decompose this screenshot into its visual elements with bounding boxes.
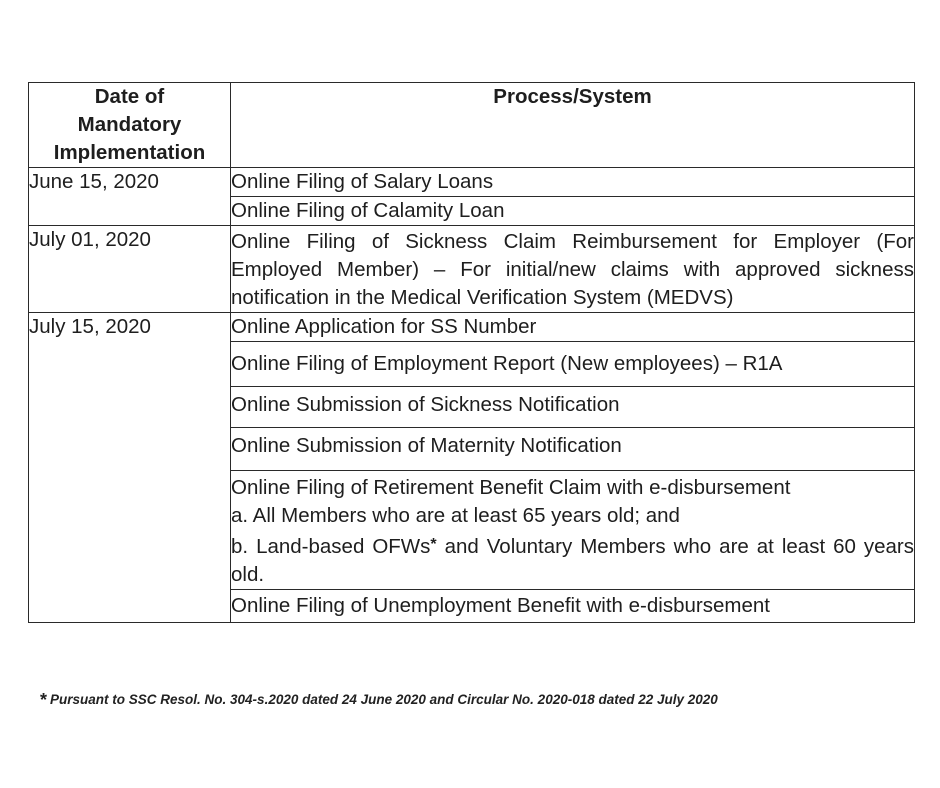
process-cell: Online Filing of Unemployment Benefit with e-disbursement [231,590,915,623]
schedule-table [28,82,915,623]
retirement-sub-b-pre: b. Land-based OFWs [231,535,431,558]
header-date-line-2: Mandatory [77,113,182,136]
implementation-schedule [28,82,914,623]
retirement-sub-b-post: and Voluntary Members who are at least 60 years old. [231,535,915,586]
process-cell: Online Submission of Maternity Notification [231,428,915,471]
process-cell: Online Submission of Sickness Notification [231,387,915,428]
table-row [29,226,915,313]
retirement-title: Online Filing of Retirement Benefit Claim with e-disbursement [231,476,791,499]
retirement-sub-a: a. All Members who are at least 65 years old; and [231,504,680,527]
asterisk-mark: * [430,536,437,553]
footnote-asterisk: * [40,690,48,710]
process-cell: Online Filing of Calamity Loan [231,197,915,226]
date-cell-july-01: July 01, 2020 [29,226,231,313]
date-cell-june-15: June 15, 2020 [29,168,231,226]
footnote [40,688,718,709]
process-cell: Online Filing of Salary Loans [231,168,915,197]
header-date [29,83,231,168]
table-row [29,168,915,197]
header-date-line-1: Date of [94,85,165,108]
header-process: Process/System [231,83,915,168]
process-cell: Online Filing of Sickness Claim Reimbursement for Employer (For Employed Member) – For initial/new claims with approved sickness notification in the Medical Verification System (MEDVS) [231,226,915,313]
header-row [29,83,915,168]
process-cell: Online Filing of Employment Report (New employees) – R1A [231,342,915,387]
table-row [29,313,915,342]
footnote-text: Pursuant to SSC Resol. No. 304-s.2020 dated 24 June 2020 and Circular No. 2020-018 dated 22 July 2020 [50,692,718,707]
date-cell-july-15: July 15, 2020 [29,313,231,623]
retirement-sub-b [231,533,914,589]
header-date-line-3: Implementation [53,141,206,164]
process-cell: Online Application for SS Number [231,313,915,342]
process-cell-retirement [231,471,915,590]
